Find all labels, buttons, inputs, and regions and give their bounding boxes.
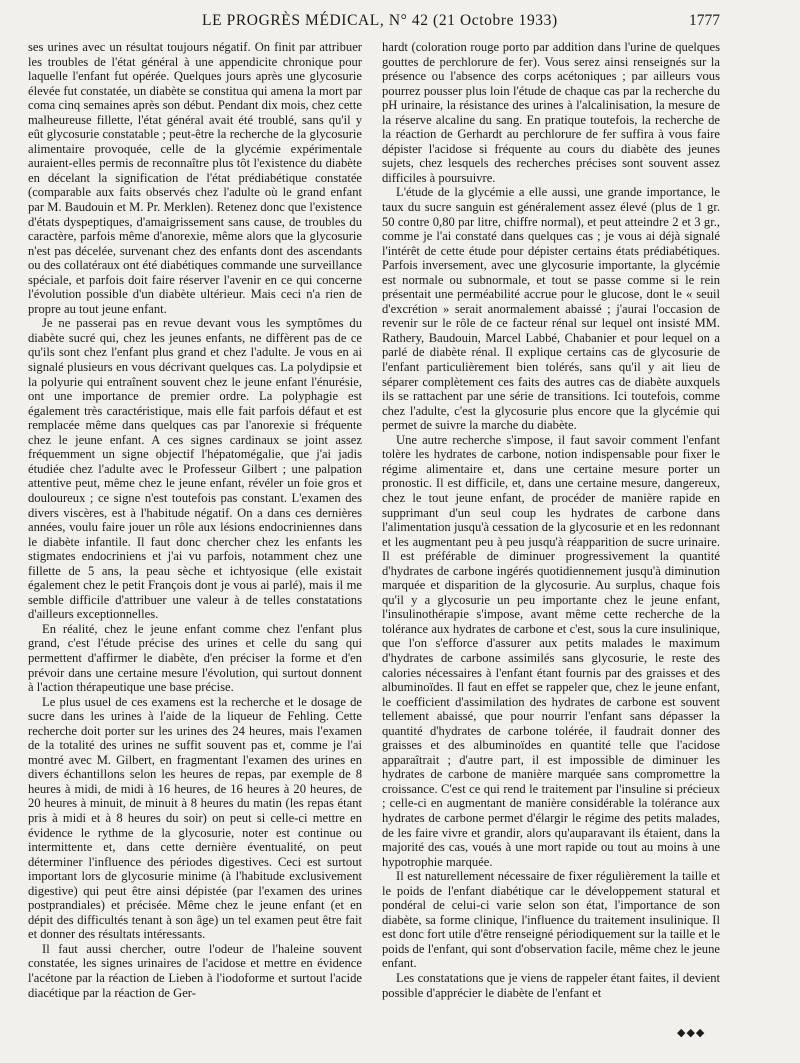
paragraph: ses urines avec un résultat toujours négatif. On finit par attribuer les troubles de l'état général à une appendicite chronique pour laquelle l'enfant fut opérée. Quelques jours après une glycosurie élevée fut constatée, un diabète se constitua qui amena la mort par coma cinq semaines après son début. Pendant dix mois, chez cette malheureuse fillette, l'état général avait été troublé, sans qu'il y eût glycosurie constatable ; peut-être la recherche de la glycosurie alimentaire provoquée, celle de la glycémie expérimentale auraient-elles permis de reconnaître plus tôt l'existence du diabète en décelant la signification de l'état prédiabétique constatée (comparable aux faits observés chez l'adulte où le grand enfant par M. Baudouin et M. Pr. Merklen). Retenez donc que l'existence d'états dyspeptiques, d'amaigrissement sans cause, de troubles du caractère, parfois même d'anorexie, même alors que la glycosurie n'est pas décelée, survenant chez des enfants dont des ascendants ou des collatéraux ont été diabétiques commande une surveillance spéciale, et parfois doit faire réserver l'avenir en ce qui concerne l'évolution possible d'un diabète ultérieur. Mais ceci n'a rien de propre au tout jeune enfant. (28, 40, 362, 316)
running-header (0, 12, 800, 34)
end-ornament: ◆◆◆ (677, 1027, 706, 1039)
paragraph: L'étude de la glycémie a elle aussi, une grande importance, le taux du sucre sanguin est généralement assez élevé (plus de 1 gr. 50 contre 0,80 par litre, chiffre normal), et peut atteindre 2 et 3 gr., comme je l'ai constaté dans quelques cas ; je vous ai déjà signalé l'intérêt de cette étude pour dépister certains états prédiabétiques. Parfois inversement, avec une glycosurie importante, la glycémie est normale ou subnormale, et tout se passe comme si le rein présentait une perméabilité accrue pour le glucose, dont le « seuil d'excrétion » serait anormalement abaissé ; j'aurai l'occasion de revenir sur le rôle de ce facteur rénal sur lequel ont insisté MM. Rathery, Baudouin, Marcel Labbé, Chabanier et pour lequel on a parlé de diabète rénal. Il explique certains cas de glycosurie de l'enfant particulièrement bien tolérés, sans qu'il y ait lieu de séparer complètement ces faits des autres cas de diabète auxquels ils se rattachent par une série de transitions. Ici toutefois, comme chez l'adulte, c'est la glycosurie plus encore que la glycémie qui permet de suivre la marche du diabète. (382, 185, 720, 433)
page-number: 1777 (689, 12, 720, 29)
paragraph: Les constatations que je viens de rappeler étant faites, il devient possible d'apprécier le diabète de l'enfant et (382, 971, 720, 1000)
paragraph: Il est naturellement nécessaire de fixer régulièrement la taille et le poids de l'enfant diabétique car le développement statural et pondéral de celui-ci varie selon son état, l'importance de son diabète, sa forme clinique, l'influence du traitement insulinique. Il est donc fort utile d'être renseigné périodiquement sur la taille et le poids de l'enfant, qui sont d'observation facile, même chez le jeune enfant. (382, 869, 720, 971)
left-column (28, 40, 362, 1000)
paragraph: hardt (coloration rouge porto par addition dans l'urine de quelques gouttes de perchlorure de fer). Vous serez ainsi renseignés sur la présence ou l'absence des corps acétoniques ; par ailleurs vous pourrez pousser plus loin l'étude de chaque cas par la recherche du pH urinaire, la résistance des urines à l'alcalinisation, la mesure de la réserve alcaline du sang. En pratique toutefois, la recherche de la réaction de Gerhardt au perchlorure de fer suffira à vous faire dépister l'acidose si fréquente au cours du diabète des jeunes sujets, chez lesquels des recherches précises sont souvent assez difficiles à poursuivre. (382, 40, 720, 185)
paragraph: Je ne passerai pas en revue devant vous les symptômes du diabète sucré qui, chez les jeunes enfants, ne diffèrent pas de ce qu'ils sont chez l'enfant plus grand et chez l'adulte. Je vous en ai signalé plusieurs en vous décrivant quelques cas. La polydipsie et la polyurie qui entraînent souvent chez le jeune enfant l'énurésie, ont une importance de premier ordre. La polyphagie est également très caractéristique, mais elle fait parfois défaut et est remplacée même dans quelques cas par l'anorexie si fréquente chez le jeune enfant. A ces signes cardinaux se joint assez fréquemment un signe objectif l'hépatomégalie, que j'ai jadis étudiée chez l'adulte avec le Professeur Gilbert ; une palpation attentive peut, même chez le jeune enfant, révéler un foie gros et douloureux ; ce signe n'est toutefois pas constant. L'examen des divers viscères, est à l'habitude négatif. On a dans ces dernières années, voulu faire jouer un rôle aux lésions endocriniennes dans le diabète infantile. Il faut donc chercher chez les enfants les stigmates endocriniens et j'ai vu parfois, notamment chez une fillette de 5 ans, la peau sèche et ichtyosique (elle existait également chez le petit François dont je vous ai parlé), mais il me semble difficile d'attribuer une valeur à de telles constatations d'ailleurs exceptionnelles. (28, 316, 362, 622)
right-column (382, 40, 720, 1000)
paragraph: Une autre recherche s'impose, il faut savoir comment l'enfant tolère les hydrates de carbone, notion indispensable pour fixer le régime alimentaire et, dans une certaine mesure porter un pronostic. Il est difficile, et, dans une certaine mesure, dangereux, chez le tout jeune enfant, de procéder de manière rapide en supprimant d'un seul coup les hydrates de carbone dans l'alimentation jusqu'à cessation de la glycosurie et en les redonnant et les augmentant peu à peu jusqu'à réapparition de sucre urinaire. Il est préférable de diminuer progressivement la quantité d'hydrates de carbone ingérés quotidiennement jusqu'à diminution marquée et disparition de la glycosurie. Au surplus, chaque fois qu'il y a glycosurie un peu importante chez le jeune enfant, l'insulinothérapie s'impose, avant même cette recherche de la tolérance aux hydrates de carbone et c'est, sous la cure insulinique, que l'on s'efforce d'assurer aux petits malades le maximum d'hydrates de carbone assimilés sans glycosurie, le reste des calories nécessaires à l'enfant étant fournis par des graisses et des albuminoïdes. Il faut en effet se rappeler que, chez le jeune enfant, le coefficient d'assimilation des hydrates de carbone est souvent tellement abaissé, que pour nourrir l'enfant sans dépasser la quantité d'hydrates de carbone tolérée, il faudrait donner des graisses et des albuminoïdes en quantité telle que l'acidose apparaîtrait ; d'autre part, il est impossible de diminuer les hydrates de carbone de manière marquée sans compromettre la croissance. C'est ce qui rend le traitement par l'insuline si précieux ; celle-ci en augmentant de manière considérable la tolérance aux hydrates de carbone permet d'élargir le régime des petits malades, de les faire vivre et grandir, alors qu'auparavant ils étaient, dans la majorité des cas, voués à une mort rapide ou tout au moins à une hypotrophie marquée. (382, 432, 720, 869)
paragraph: En réalité, chez le jeune enfant comme chez l'enfant plus grand, c'est l'étude précise des urines et celle du sang qui permettent d'affirmer le diabète, d'en préciser la forme et d'en prévoir dans une certaine mesure l'évolution, qui surtout donnent à l'action thérapeutique une base précise. (28, 621, 362, 695)
paragraph: Le plus usuel de ces examens est la recherche et le dosage de sucre dans les urines à l'aide de la liqueur de Fehling. Cette recherche doit porter sur les urines des 24 heures, mais l'examen de la totalité des urines ne suffit souvent pas et, comme je l'ai montré avec M. Gilbert, en fragmentant l'examen des urines en divers échantillons selon les heures de repas, par exemple de 8 heures à midi, de midi à 16 heures, de 16 heures à 20 heures, de 20 heures à minuit, de minuit à 8 heures du matin (les repas étant pris à midi et à 8 heures du soir) on peut si celle-ci mettre en évidence le rythme de la glycosurie, noter est continue ou intermittente et, dans cette dernière éventualité, on peut déterminer l'influence des périodes digestives. Ceci est surtout important lors de glycosurie minime (à l'habitude exclusivement digestive) qui peut être ainsi dépistée (par l'examen des urines postprandiales) et précisée. Même chez le jeune enfant (et en dépit des difficultés tenant à son âge) un tel examen peut être fait et donner des résultats intéressants. (28, 694, 362, 942)
paragraph: Il faut aussi chercher, outre l'odeur de l'haleine souvent constatée, les signes urinaires de l'acidose et mettre en évidence l'acétone par la réaction de Lieben à l'iodoforme et surtout l'acide diacétique par la réaction de Ger- (28, 941, 362, 1000)
journal-title: LE PROGRÈS MÉDICAL, N° 42 (21 Octobre 1933) (202, 12, 558, 29)
